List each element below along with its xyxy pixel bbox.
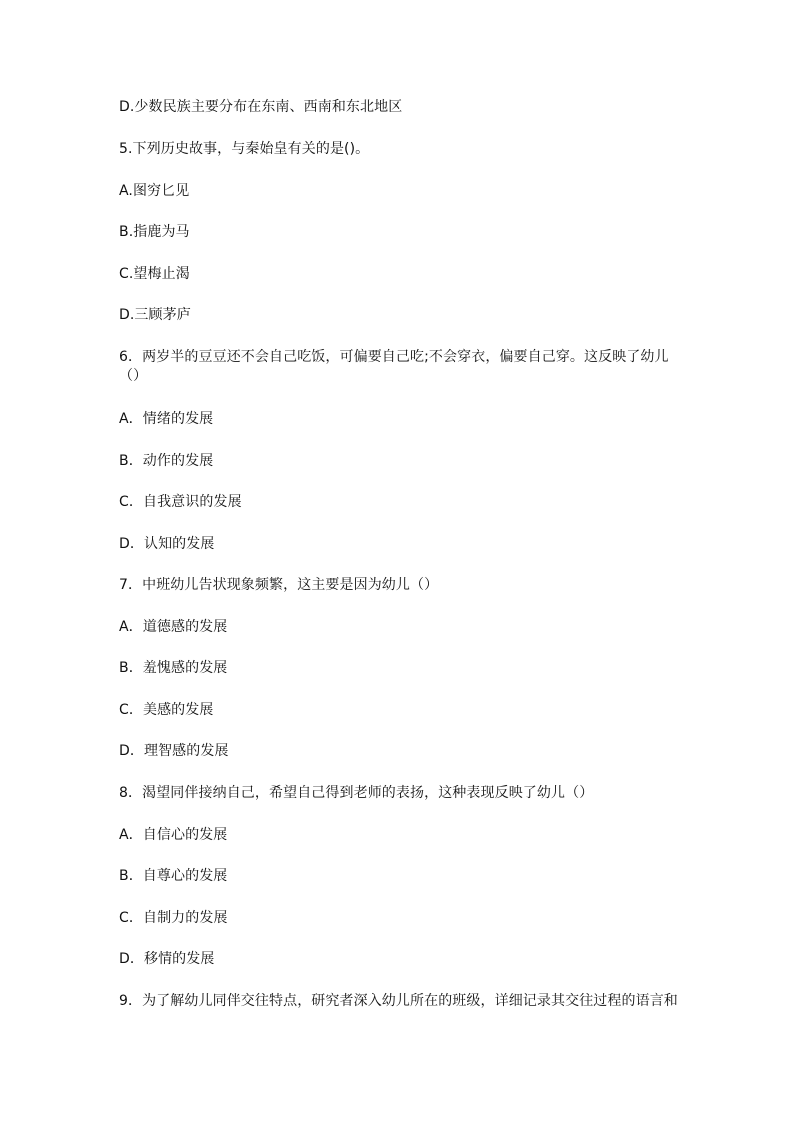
option-5b: B.指鹿为马 xyxy=(119,224,190,240)
option-4d: D.少数民族主要分布在东南、西南和东北地区 xyxy=(119,99,403,115)
option-5a: A.图穷匕见 xyxy=(119,183,190,199)
option-7c: C．美感的发展 xyxy=(119,702,214,718)
option-5c: C.望梅止渴 xyxy=(119,266,190,282)
option-7b: B．羞愧感的发展 xyxy=(119,660,228,676)
question-7: 7．中班幼儿告状现象频繁，这主要是因为幼儿（） xyxy=(119,577,439,593)
option-5d: D.三顾茅庐 xyxy=(119,307,191,323)
option-6d: D．认知的发展 xyxy=(119,536,215,552)
option-8d: D．移情的发展 xyxy=(119,951,215,967)
option-7d: D．理智感的发展 xyxy=(119,743,229,759)
question-5: 5.下列历史故事，与秦始皇有关的是()。 xyxy=(119,141,370,157)
option-7a: A．道德感的发展 xyxy=(119,619,228,635)
question-9: 9．为了解幼儿同伴交往特点，研究者深入幼儿所在的班级，详细记录其交往过程的语言和 xyxy=(119,993,678,1009)
question-6: 6．两岁半的豆豆还不会自己吃饭，可偏要自己吃;不会穿衣，偏要自己穿。这反映了幼儿（） xyxy=(119,349,669,384)
option-8b: B．自尊心的发展 xyxy=(119,868,228,884)
option-8c: C．自制力的发展 xyxy=(119,910,228,926)
option-6c: C．自我意识的发展 xyxy=(119,494,242,510)
question-8: 8．渴望同伴接纳自己，希望自己得到老师的表扬，这种表现反映了幼儿（） xyxy=(119,785,594,801)
option-6a: A．情绪的发展 xyxy=(119,411,214,427)
option-8a: A．自信心的发展 xyxy=(119,827,228,843)
option-6b: B．动作的发展 xyxy=(119,453,214,469)
